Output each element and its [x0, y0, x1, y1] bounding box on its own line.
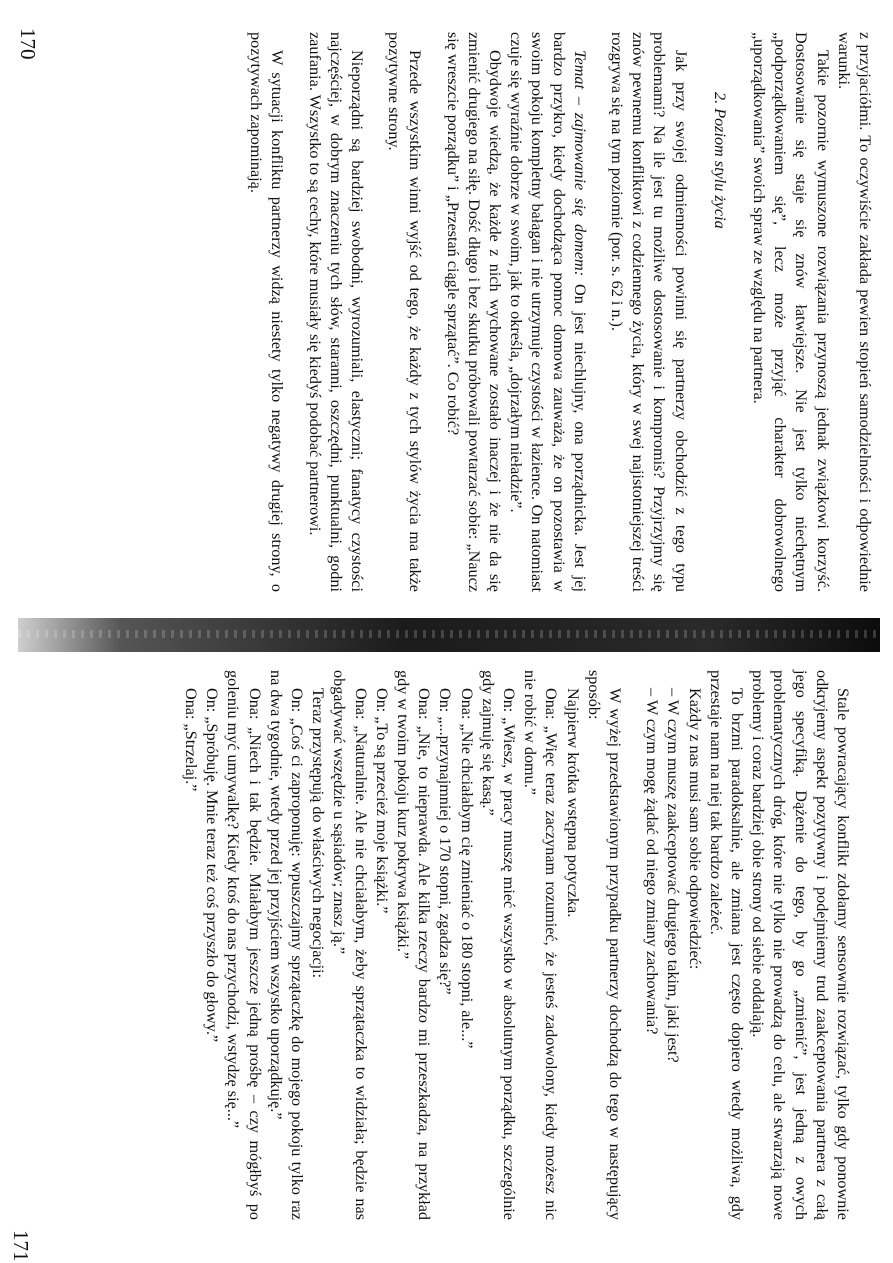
topic-term: Temat – zajmowanie się domem: [570, 50, 589, 277]
dialogue-line: On: „To są przecież moje książki.” [372, 688, 391, 914]
dialogue-line: Ona: „Naturalnie. Ale nie chciałabym, żeby sprzątaczka to widziała; będzie nas obgadywać wszędzie u sąsiadów; znasz ją.” [330, 670, 370, 1220]
right-page [0, 640, 893, 1260]
paragraph: W sytuacji konfliktu partnerzy widzą niestety tylko negatywy drugiej strony, o pozytywach zapominają. [247, 32, 287, 592]
page-number: 170 [16, 28, 40, 60]
paragraph: z przyjaciółmi. To oczywiście zakłada pewien stopień samodzielności i odpowiednie warunki. [834, 32, 874, 592]
paragraph: – W czym muszę zaakceptować drugiego takim, jaki jest? [664, 688, 683, 1063]
paragraph-text: On jest niechlujny, ona porządnicka. Jest jej bardzo przykro, kiedy dochodząca pomoc domowa zauważa, że on pozostawia w swoim pokoju kompletny bałagan i nie utrzymuje czystości w łazience. On natomiast czuje się wyraźnie dobrze w swoim, jak to określa, „dojrzałym nieładzie”. [507, 32, 589, 592]
paragraph: Teraz przystępują do właściwych negocjacji: [309, 688, 328, 979]
paragraph: Nieporządni są bardziej swobodni, wyrozumiali, elastyczni; fanatycy czystości najczęściej, w dobrym znaczeniu tych słów, staranni, oszczędni, punktualni, godni zaufania. Wszystko to są cechy, które musiały się kiedyś podobać partnerowi. [305, 32, 366, 592]
paragraph: To brzmi paradoksalnie, ale zmiana jest często dopiero wtedy możliwa, gdy przestaje nam na niej tak bardzo zależeć. [706, 670, 746, 1220]
paragraph: – W czym mogę żądać od niego zmiany zachowania? [643, 688, 662, 1035]
paragraph: Obydwoje wiedzą, że każde z nich wychowane zostało inaczej i że nie da się zmienić drugiego na siłę. Dość długo i bez skutku próbowali powtarzać sobie: „Naucz się wreszcie porządku” i „Przestań ciągle sprzątać”. Co robić? [443, 32, 504, 592]
paragraph: Każdy z nas musi sam sobie odpowiedzieć: [685, 688, 704, 970]
paragraph: W wyżej przedstawionym przypadku partnerzy dochodzą do tego w następujący sposób: [584, 670, 624, 1220]
dialogue-line: On: „Coś ci zaproponuję: wpuszczajmy sprzątaczkę do mojego pokoju tylko raz na dwa tygodnie, wtedy przed jej przyjściem wszystko uporządkuję.” [266, 670, 306, 1220]
left-page [0, 0, 893, 620]
paragraph [505, 32, 590, 592]
paragraph: Takie pozornie wymuszone rozwiązania przynoszą jednak związkowi korzyść. Dostosowanie się staje się znów łatwiejsze. Nie jest tylko niechętnym „podporządkowaniem się”, lecz może przyjąć charakter dobrowolnego „uporządkowania” swoich spraw ze względu na partnera. [749, 32, 832, 592]
dialogue-line: Ona: „Niech i tak będzie. Miałabym jeszcze jedną prośbę – czy mógłbyś po goleniu myć umywalkę? Kiedy ktoś do nas przychodzi, wstydzę się...” [224, 670, 264, 1220]
page-number: 171 [9, 1230, 33, 1262]
dialogue-line: Ona: „Strzelaj.” [181, 688, 200, 792]
dialogue-line: On: „Wiesz, w pracy muszę mieć wszystko w absolutnym porządku, szczególnie gdy zajmuję się kasą.” [478, 670, 518, 1220]
dialogue-line: Ona: „Nie chciałabym cię zmieniać o 180 stopni, ale...” [457, 688, 476, 1049]
paragraph: Jak przy swojej odmienności powinni się partnerzy obchodzić z tego typu problemami? Na ile jest tu możliwe dostosowanie i kompromis? Przyjrzyjmy się znów pewnemu konfliktowi z codziennego życia, który w swej najistotniejszej treści rozgrywa się na tym poziomie (por. s. 62 i n.). [607, 32, 690, 592]
dialogue-line: Ona: „Więc teraz zaczynam rozumieć, że jesteś zadowolony, kiedy możesz nic nie robić w domu.” [521, 670, 561, 1220]
section-heading: 2. Poziom stylu życia [710, 92, 729, 229]
paragraph: Przede wszystkim winni wyjść od tego, że każdy z tych stylów życia ma także pozytywne strony. [385, 32, 425, 592]
paragraph: Najpierw krótka wstępna potyczka. [563, 688, 582, 918]
dialogue-line: On: „...przynajmniej o 170 stopni, zgadza się?” [436, 688, 455, 995]
paragraph: Stale powracający konflikt zdołamy sensownie rozwiązać, tylko gdy ponownie odkryjemy aspekt pozytywny i podejmiemy trud zaakceptowania partnera z całą jego specyfiką. Dążenie do tego, by go „zmienić”, jest jedną z owych problematycznych dróg, które nie tylko nie prowadzą do celu, ale stwarzają nowe problemy i coraz bardziej obie strony od siebie oddalają. [749, 670, 852, 1220]
dialogue-line: Ona: „Nie, to nieprawda. Ale kilka rzeczy bardzo mi przeszkadza, na przykład gdy w twoim pokoju kurz pokrywa książki.” [393, 670, 434, 1220]
dialogue-line: On: „Spróbuję. Mnie teraz też coś przyszło do głowy.” [203, 688, 222, 1043]
